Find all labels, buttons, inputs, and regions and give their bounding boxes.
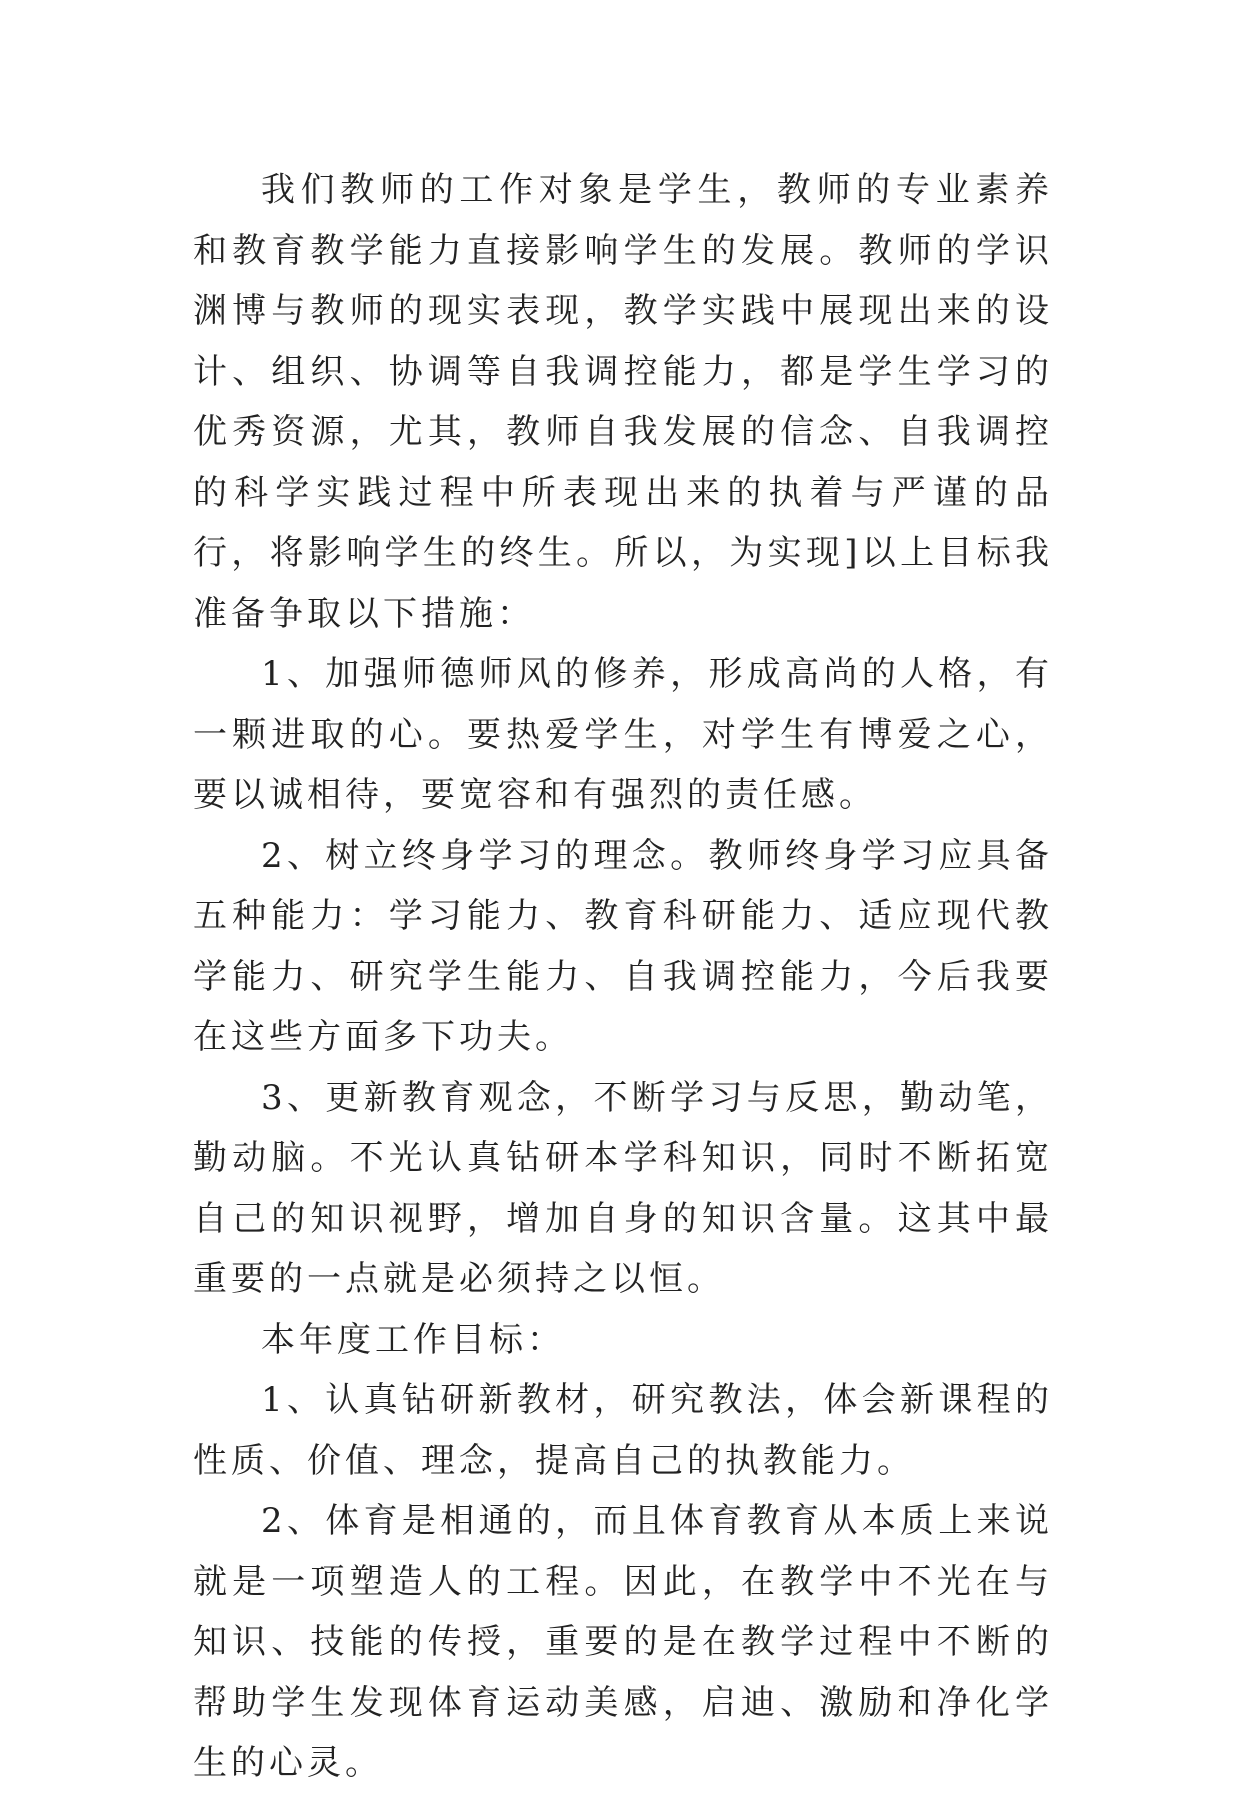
paragraph-measure-2: 2、树立终身学习的理念。教师终身学习应具备五种能力：学习能力、教育科研能力、适应现代教学能力、研究学生能力、自我调控能力，今后我要在这些方面多下功夫。 [193,835,1053,1057]
document-body [193,160,1053,1794]
paragraph-intro: 我们教师的工作对象是学生，教师的专业素养和教育教学能力直接影响学生的发展。教师的学识渊博与教师的现实表现，教学实践中展现出来的设计、组织、协调等自我调控能力，都是学生学习的优秀资源，尤其，教师自我发展的信念、自我调控的科学实践过程中所表现出来的执着与严谨的品行，将影响学生的终生。所以，为实现]以上目标我准备争取以下措施： [193,170,1053,634]
paragraph-measure-1: 1、加强师德师风的修养，形成高尚的人格，有一颗进取的心。要热爱学生，对学生有博爱之心，要以诚相待，要宽容和有强烈的责任感。 [193,654,1053,815]
paragraph-goal-1: 1、认真钻研新教材，研究教法，体会新课程的性质、价值、理念，提高自己的执教能力。 [193,1380,1053,1481]
section-heading-annual-goals: 本年度工作目标： [261,1319,565,1360]
paragraph-goal-2: 2、体育是相通的，而且体育教育从本质上来说就是一项塑造人的工程。因此，在教学中不光在与知识、技能的传授，重要的是在教学过程中不断的帮助学生发现体育运动美感，启迪、激励和净化学生的心灵。 [193,1501,1053,1783]
paragraph-measure-3: 3、更新教育观念，不断学习与反思，勤动笔，勤动脑。不光认真钻研本学科知识，同时不断拓宽自己的知识视野，增加自身的知识含量。这其中最重要的一点就是必须持之以恒。 [193,1077,1053,1299]
